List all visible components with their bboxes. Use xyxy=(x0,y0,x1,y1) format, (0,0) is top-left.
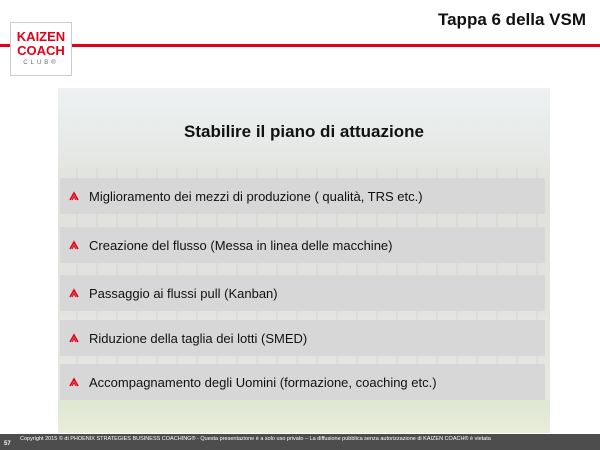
bullet-text: Accompagnamento degli Uomini (formazione, coaching etc.) xyxy=(89,374,437,390)
page-number: 57 xyxy=(4,441,11,447)
bullet-text: Creazione del flusso (Messa in linea delle macchine) xyxy=(89,237,393,253)
logo-line-club: CLUB® xyxy=(23,60,59,66)
bullet-item xyxy=(60,320,545,356)
bullet-arrow-icon xyxy=(68,332,80,344)
copyright-notice: Copyright 2015 © di PHOENIX STRATEGIES BUSINESS COACHING® - Questa presentazione è a solo uso privato – La diffusione pubblica senza autorizzazione di KAIZEN COACH® è vietata xyxy=(20,436,491,442)
bullet-item xyxy=(60,178,545,214)
bullet-item xyxy=(60,364,545,400)
bullet-text: Riduzione della taglia dei lotti (SMED) xyxy=(89,330,308,346)
bullet-arrow-icon xyxy=(68,287,80,299)
bullet-item xyxy=(60,227,545,263)
bullet-text: Passaggio ai flussi pull (Kanban) xyxy=(89,285,278,301)
logo-line-coach: COACH xyxy=(17,43,65,58)
logo-line-kaizen: KAIZEN xyxy=(16,29,66,44)
kaizen-coach-logo xyxy=(10,22,72,76)
footer-bar xyxy=(0,434,600,450)
bullet-arrow-icon xyxy=(68,376,80,388)
bullet-arrow-icon xyxy=(68,239,80,251)
background-ground xyxy=(58,400,550,433)
header-divider xyxy=(0,44,600,47)
bullet-text: Miglioramento dei mezzi di produzione ( qualità, TRS etc.) xyxy=(89,188,423,204)
section-heading: Stabilire il piano di attuazione xyxy=(184,122,424,141)
slide-title: Tappa 6 della VSM xyxy=(437,10,586,29)
bullet-item xyxy=(60,275,545,311)
bullet-arrow-icon xyxy=(68,190,80,202)
